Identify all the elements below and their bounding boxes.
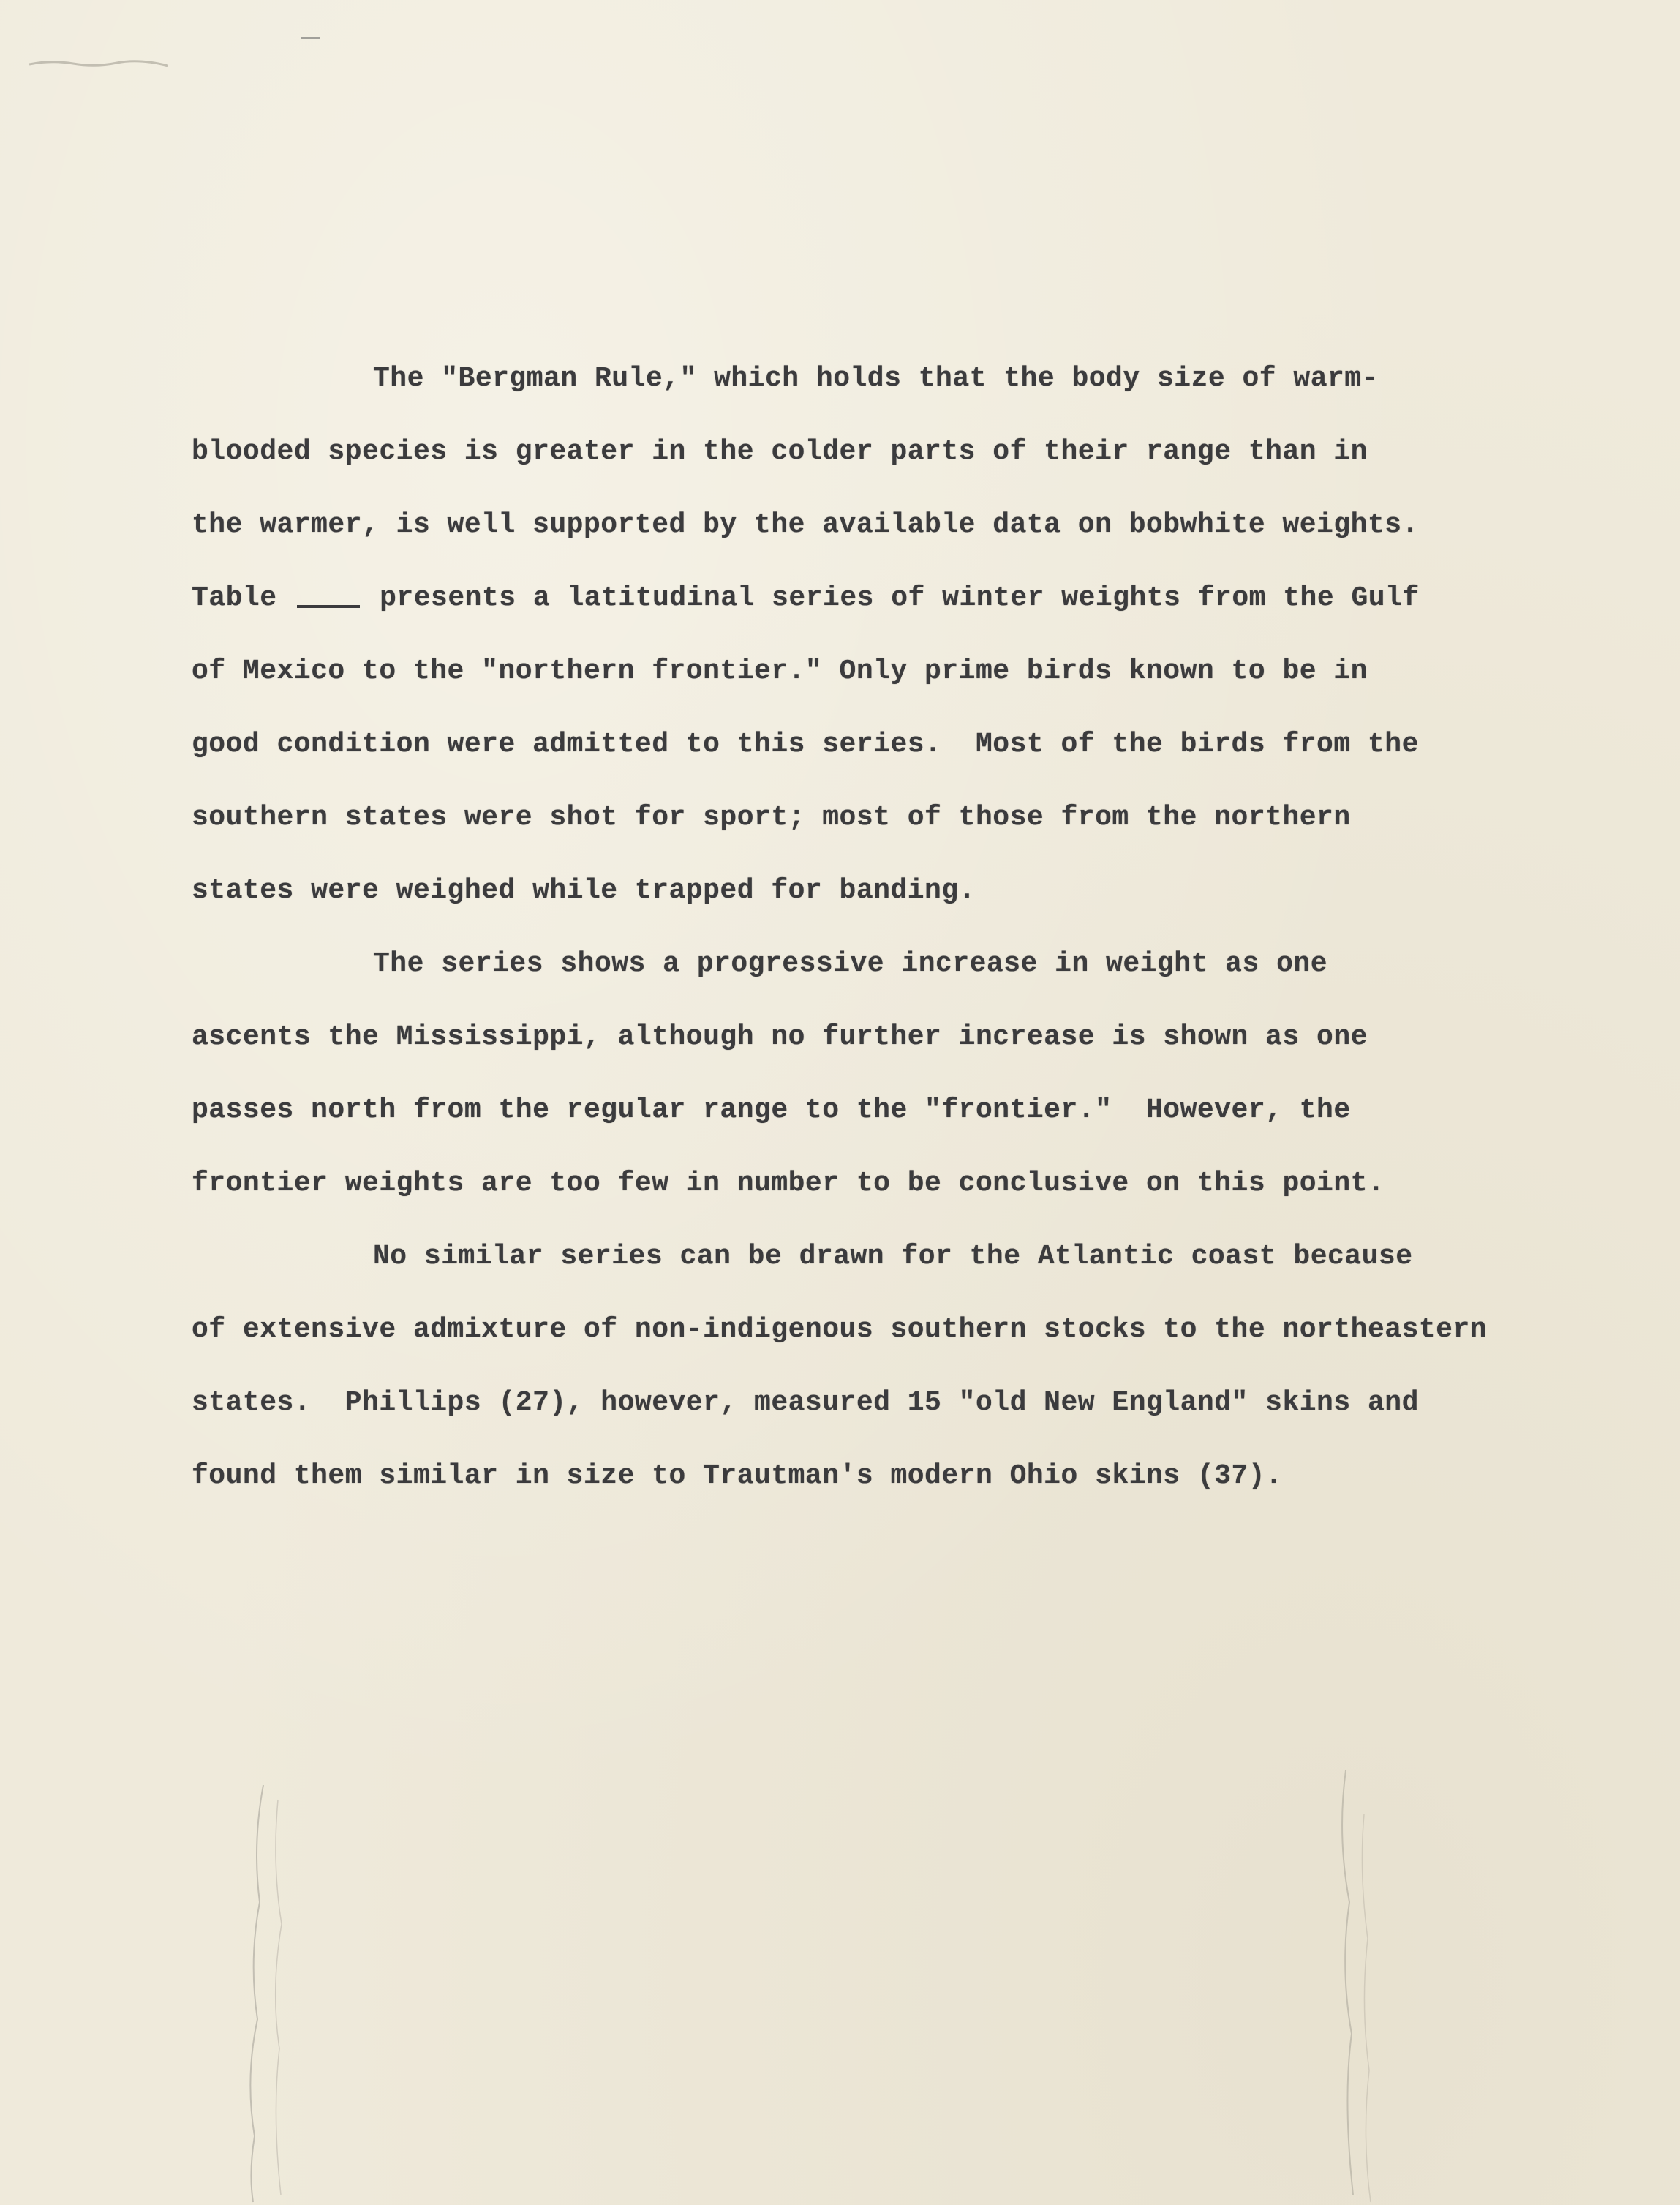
paper-creases bbox=[0, 1756, 1680, 2205]
text-segment: Table bbox=[192, 582, 294, 614]
text-line: No similar series can be drawn for the Atlantic coast because bbox=[373, 1241, 1413, 1272]
text-line: blooded species is greater in the colder parts of their range than in bbox=[192, 436, 1368, 467]
paper-mark bbox=[301, 37, 320, 39]
text-line: southern states were shot for sport; most of those from the northern bbox=[192, 802, 1351, 833]
text-line: ascents the Mississippi, although no further increase is shown as one bbox=[192, 1021, 1368, 1053]
text-line: The "Bergman Rule," which holds that the body size of warm- bbox=[373, 363, 1379, 394]
text-line: frontier weights are too few in number to be conclusive on this point. bbox=[192, 1168, 1385, 1199]
text-segment: presents a latitudinal series of winter weights from the Gulf bbox=[362, 582, 1420, 614]
text-line: The series shows a progressive increase in weight as one bbox=[373, 948, 1328, 980]
text-line: the warmer, is well supported by the available data on bobwhite weights. bbox=[192, 509, 1419, 541]
paper-smudge bbox=[29, 57, 168, 72]
text-line: of extensive admixture of non-indigenous southern stocks to the northeastern bbox=[192, 1314, 1488, 1345]
text-line: good condition were admitted to this series. Most of the birds from the bbox=[192, 729, 1419, 760]
text-line: found them similar in size to Trautman's modern Ohio skins (37). bbox=[192, 1460, 1283, 1492]
text-line: of Mexico to the "northern frontier." Only prime birds known to be in bbox=[192, 656, 1368, 687]
text-line: states. Phillips (27), however, measured 15 "old New England" skins and bbox=[192, 1387, 1419, 1419]
text-line: states were weighed while trapped for banding. bbox=[192, 875, 976, 906]
text-line bbox=[192, 562, 1420, 635]
table-number-blank bbox=[297, 602, 360, 608]
text-line: passes north from the regular range to the "frontier." However, the bbox=[192, 1094, 1351, 1126]
